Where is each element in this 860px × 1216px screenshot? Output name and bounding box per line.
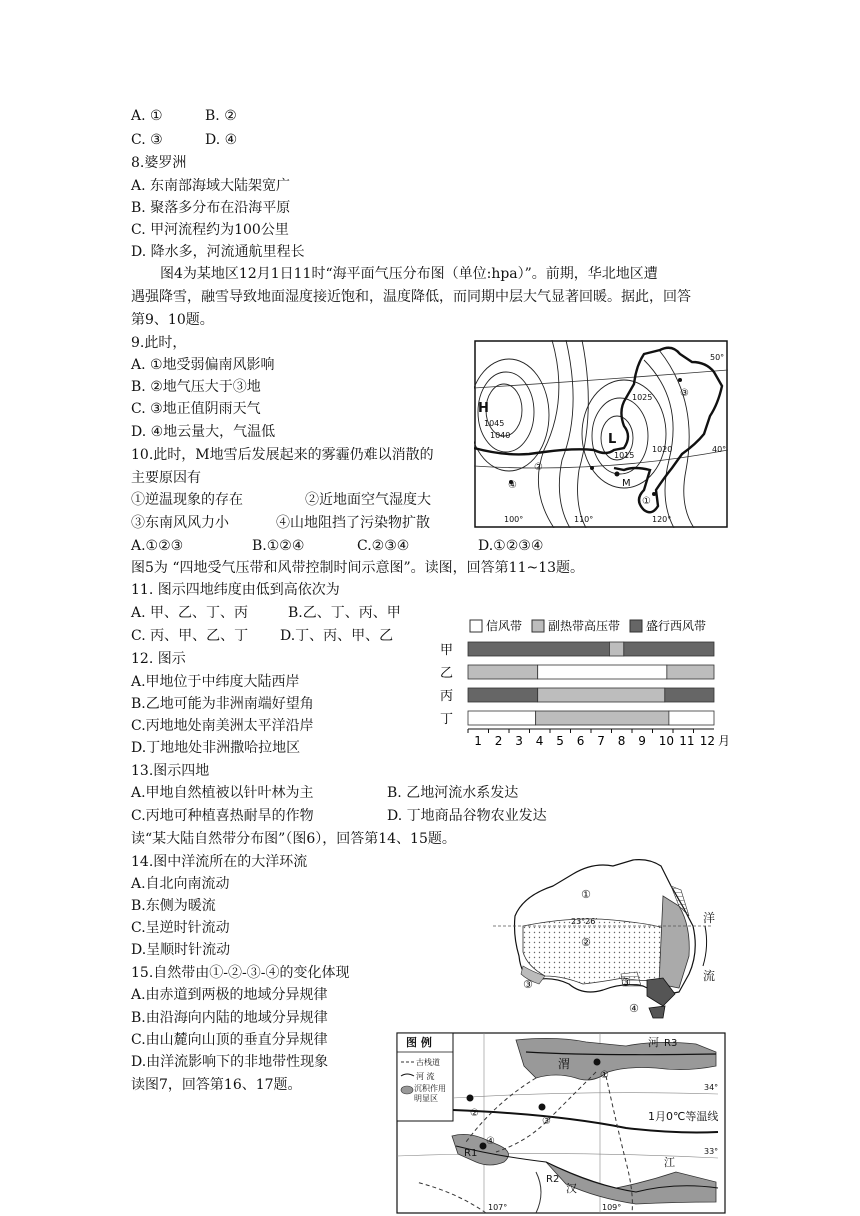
bar-segment-0-0 [468, 642, 609, 656]
fig7-point-1: ① [600, 1070, 609, 1081]
zone-label-2: ② [581, 936, 591, 949]
q8-option-d: D. 降水多，河流通航里程长 [131, 244, 305, 260]
q7-option-b: B. ② [205, 108, 237, 124]
q8-option-c: C. 甲河流程约为100公里 [131, 222, 289, 238]
q8-option-a: A. 东南部海域大陆架宽广 [131, 178, 291, 194]
q11-option-b: B.乙、丁、丙、甲 [288, 605, 401, 621]
intro-16: 读图7，回答第16、17题。 [131, 1077, 302, 1093]
x-tick-label-6: 7 [597, 734, 605, 748]
zone-label-4: ④ [629, 1002, 639, 1015]
q9-option-b: B. ②地气压大于③地 [131, 379, 261, 395]
q7-option-d: D. ④ [205, 132, 238, 148]
row-label-3: 丁 [440, 712, 454, 727]
q15-option-d: D.由洋流影响下的非地带性现象 [131, 1054, 329, 1070]
q10-stem-line2: 主要原因有 [131, 470, 201, 486]
x-tick-label-4: 5 [556, 734, 564, 748]
lon-110: 110° [574, 515, 594, 524]
map-point-3: ③ [680, 388, 689, 399]
q9-option-d: D. ④地云量大，气温低 [131, 424, 276, 440]
fig7-legend-river: 河 流 [416, 1072, 435, 1081]
zone-label-1: ① [581, 888, 591, 901]
x-unit-label: 月 [718, 734, 731, 748]
q10-statement-2: ②近地面空气湿度大 [305, 492, 431, 508]
bar-segment-1-2 [667, 665, 714, 679]
q14-option-a: A.自北向南流动 [131, 876, 230, 892]
q7-option-a: A. ① [131, 108, 163, 124]
bar-segment-3-2 [669, 711, 714, 725]
fig7-point-3: ③ [542, 1116, 551, 1127]
q10-statement-3: ③东南风风力小 [131, 515, 229, 531]
current-label: 流 [703, 969, 716, 983]
fig7-label-he: 河 [648, 1036, 659, 1049]
lon-100: 100° [504, 515, 524, 524]
bar-segment-0-2 [624, 642, 714, 656]
figure-7-plank-road-map [396, 1032, 726, 1214]
q13-stem: 13.图示四地 [131, 763, 210, 779]
q11-option-a: A. 甲、乙、丁、丙 [131, 605, 249, 621]
q10-option-b: B.①②④ [252, 538, 305, 554]
fig7-lon-109: 109° [602, 1203, 622, 1212]
q10-option-d: D.①②③④ [478, 538, 544, 554]
isobar-1015: 1015 [614, 451, 635, 460]
q12-stem: 12. 图示 [131, 651, 186, 667]
fig7-isotherm-label: 1月0℃等温线 [648, 1110, 719, 1123]
fig7-label-r3: R3 [664, 1038, 678, 1049]
q12-option-b: B.乙地可能为非洲南端好望角 [131, 696, 314, 712]
fig7-lon-107: 107° [488, 1203, 508, 1212]
bar-segment-1-1 [538, 665, 667, 679]
fig7-lat-33: 33° [704, 1147, 719, 1156]
q9-option-a: A. ①地受弱偏南风影响 [131, 357, 275, 373]
bar-segment-3-0 [468, 711, 536, 725]
q8-stem: 8.婆罗洲 [131, 155, 187, 171]
fig7-label-r2: R2 [546, 1174, 560, 1185]
x-tick-label-1: 2 [494, 734, 503, 748]
q15-option-a: A.由赤道到两极的地域分异规律 [131, 987, 328, 1003]
map-label-m: M [622, 478, 631, 489]
q13-option-a: A.甲地自然植被以针叶林为主 [131, 785, 314, 801]
fig7-label-r1: R1 [464, 1148, 478, 1159]
x-tick-label-7: 8 [617, 734, 626, 748]
q9-option-c: C. ③地正值阴雨天气 [131, 401, 261, 417]
row-label-1: 乙 [440, 666, 454, 681]
x-tick-label-10: 11 [679, 734, 695, 748]
x-tick-label-3: 4 [535, 734, 544, 748]
q13-option-d: D. 丁地商品谷物农业发达 [387, 808, 547, 824]
x-tick-label-0: 1 [474, 734, 482, 748]
x-tick-label-11: 12 [699, 734, 716, 748]
isobar-1020: 1020 [652, 445, 673, 454]
q12-option-a: A.甲地位于中纬度大陆西岸 [131, 674, 300, 690]
zone-label-3a: ③ [523, 978, 533, 991]
intro-11: 图5为 “四地受气压带和风带控制时间示意图”。读图，回答第11~13题。 [131, 560, 585, 576]
x-tick-label-5: 6 [576, 734, 585, 748]
q13-option-b: B. 乙地河流水系发达 [387, 785, 519, 801]
isobar-1045: 1045 [484, 419, 505, 428]
q15-option-b: B.由沿海向内陆的地域分异规律 [131, 1010, 328, 1026]
row-label-2: 丙 [440, 689, 454, 704]
q12-option-d: D.丁地地处非洲撒哈拉地区 [131, 740, 301, 756]
zone-label-3b: ③ [621, 976, 631, 989]
q15-option-c: C.由山麓向山顶的垂直分异规律 [131, 1032, 328, 1048]
bar-segment-0-1 [609, 642, 623, 656]
map-point-4: ④ [508, 480, 517, 491]
q15-stem: 15.自然带由①-②-③-④的变化体现 [131, 965, 350, 981]
map-label-h: H [478, 401, 489, 416]
q11-option-c: C. 丙、甲、乙、丁 [131, 628, 249, 644]
row-label-0: 甲 [440, 643, 454, 658]
fig7-lat-34: 34° [704, 1083, 719, 1092]
q14-option-d: D.呈顺时针流动 [131, 942, 231, 958]
bar-segment-3-1 [536, 711, 669, 725]
fig7-label-wei: 渭 [558, 1057, 571, 1071]
legend-swatch-2 [630, 620, 642, 632]
lat-40: 40° [712, 445, 727, 454]
isobar-1025: 1025 [632, 393, 653, 402]
q12-option-c: C.丙地地处南美洲太平洋沿岸 [131, 718, 314, 734]
legend-label-0: 信风带 [486, 619, 523, 633]
ocean-label: 洋 [703, 911, 716, 925]
map-point-1: ① [642, 496, 651, 507]
fig7-point-4: ④ [486, 1136, 495, 1147]
fig7-legend-title: 图 例 [406, 1036, 432, 1049]
q13-option-c: C.丙地可种植喜热耐旱的作物 [131, 808, 314, 824]
intro-14: 读“某大陆自然带分布图”（图6），回答第14、15题。 [131, 831, 456, 847]
bar-segment-2-0 [468, 688, 538, 702]
q10-stem-line1: 10.此时，M地雪后发展起来的雾霾仍难以消散的 [131, 447, 434, 463]
x-tick-label-9: 10 [658, 734, 675, 748]
q10-option-a: A.①②③ [131, 538, 184, 554]
q10-statement-1: ①逆温现象的存在 [131, 492, 243, 508]
q14-stem: 14.图中洋流所在的大洋环流 [131, 854, 308, 870]
fig7-label-han: 汉 [566, 1182, 577, 1195]
intro-9-line2: 遇强降雪，融雪导致地面湿度接近饱和，温度降低，而同期中层大气显著回暖。据此，回答 [131, 289, 691, 305]
q7-option-c: C. ③ [131, 132, 163, 148]
legend-label-2: 盛行西风带 [646, 619, 707, 633]
lat-50: 50° [710, 353, 725, 362]
fig7-legend-road: 古栈道 [416, 1058, 440, 1067]
figure-4-pressure-map [474, 340, 728, 528]
q11-option-d: D.丁、丙、甲、乙 [280, 628, 394, 644]
q14-option-c: C.呈逆时针流动 [131, 920, 230, 936]
q11-stem: 11. 图示四地纬度由低到高依次为 [131, 582, 340, 598]
bar-segment-1-0 [468, 665, 538, 679]
tropic-label: 23°26′ [571, 917, 598, 926]
intro-9-line1: 图4为某地区12月1日11时“海平面气压分布图（单位:hpa）”。前期，华北地区遭 [160, 266, 658, 282]
x-tick-label-2: 3 [515, 734, 523, 748]
isobar-1040: 1040 [490, 431, 511, 440]
legend-swatch-1 [532, 620, 544, 632]
fig7-legend-sediment: 沉积作用明显区 [414, 1084, 446, 1103]
map-point-2: ② [534, 462, 543, 473]
bar-segment-2-2 [665, 688, 714, 702]
q10-statement-4: ④山地阻挡了污染物扩散 [276, 515, 430, 531]
q9-stem: 9.此时， [131, 335, 187, 351]
legend-label-1: 副热带高压带 [548, 619, 621, 633]
q8-option-b: B. 聚落多分布在沿海平原 [131, 200, 291, 216]
lon-120: 120° [652, 515, 672, 524]
fig7-point-2: ② [470, 1108, 479, 1119]
x-tick-label-8: 9 [638, 734, 646, 748]
q14-option-b: B.东侧为暖流 [131, 898, 216, 914]
q10-option-c: C.②③④ [357, 538, 410, 554]
legend-swatch-0 [470, 620, 482, 632]
fig7-label-jiang: 江 [664, 1156, 675, 1169]
figure-5-belt-chart [432, 614, 732, 748]
map-label-l: L [608, 432, 617, 447]
figure-6-continent-map [493, 856, 721, 1028]
bar-segment-2-1 [538, 688, 665, 702]
intro-9-line3: 第9、10题。 [131, 312, 214, 328]
